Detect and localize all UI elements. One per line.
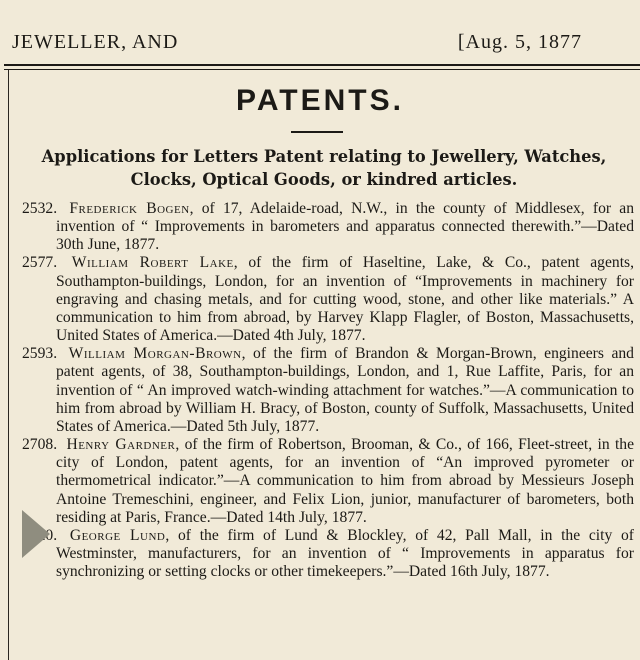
patent-number: 2720. xyxy=(22,526,58,544)
column-rule xyxy=(8,70,9,660)
title-rule xyxy=(291,131,343,133)
patent-entry xyxy=(22,436,634,527)
patent-number: 2532. xyxy=(22,200,58,217)
running-head-title: JEWELLER, AND xyxy=(12,31,179,53)
patent-text: , of the firm of Haseltine, Lake, & Co., patent agents, Southampton-buildings, London, for an invention of “Improvements in machinery for engraving and chasing metals, and for cutting wood, stone, and other like materials.” A communication to him from abroad, by Harvey Klapp Flagler, of Boston, Massachusetts, United States of America.—Dated 4th July, 1877. xyxy=(56,254,635,345)
running-head-date: [Aug. 5, 1877 xyxy=(457,31,582,53)
patent-text: , of the firm of Robertson, Brooman, & Co., of 166, Fleet-street, in the city of London, patent agents, for an invention of “An improved pyrometer or thermometrical indicator.”—A communication to him from abroad by Messieurs Joseph Antoine Tremeschini, engineer, and Felix Lion, junior, manufacturer of barometers, both residing at Paris, France.—Dated 14th July, 1877. xyxy=(56,436,635,526)
applicant-name: Frederick Bogen xyxy=(69,200,190,217)
patent-text: , of the firm of Brandon & Morgan-Brown, engineers and patent agents, of 38, Southampton-buildings, London, and 1, Rue Laffite, Paris, for an invention of “ An improved watch-winding attachment for watches.”—A communication to him from abroad by William H. Bracy, of Boston, county of Suffolk, Massachusetts, United States of America.—Dated 5th July, 1877. xyxy=(56,345,634,435)
patent-number: 2577. xyxy=(22,254,58,272)
patent-text: , of 17, Adelaide-road, N.W., in the county of Middlesex, for an invention of “ Improvements in barometers and apparatus connected therewith.”—Dated 30th June, 1877. xyxy=(56,200,634,254)
patent-entry xyxy=(22,254,634,345)
applicant-name: William Robert Lake xyxy=(71,254,234,272)
patent-number: 2593. xyxy=(22,345,58,363)
patent-number: 2708. xyxy=(22,436,58,454)
applicant-name: William Morgan-Brown xyxy=(68,345,242,363)
patent-entry xyxy=(22,345,634,436)
section-title: PATENTS. xyxy=(236,84,404,117)
header-rule xyxy=(4,64,640,70)
patent-list xyxy=(22,200,634,581)
patent-entry xyxy=(22,527,634,581)
play-triangle-icon[interactable] xyxy=(22,510,50,558)
applicant-name: George Lund xyxy=(69,526,166,544)
section-subtitle: Applications for Letters Patent relating to Jewellery, Watches, Clocks, Optical Goods, or kindred articles. xyxy=(41,147,607,189)
patent-text: , of the firm of Lund & Blockley, of 42, Pall Mall, in the city of Westminster, manufacturers, for an invention of “ Improvements in apparatus for synchronizing or setting clocks or other timekeepers.”—Dated 16th July, 1877. xyxy=(56,526,634,581)
running-head xyxy=(12,31,582,54)
applicant-name: Henry Gardner xyxy=(66,436,176,454)
patent-entry xyxy=(22,200,634,254)
